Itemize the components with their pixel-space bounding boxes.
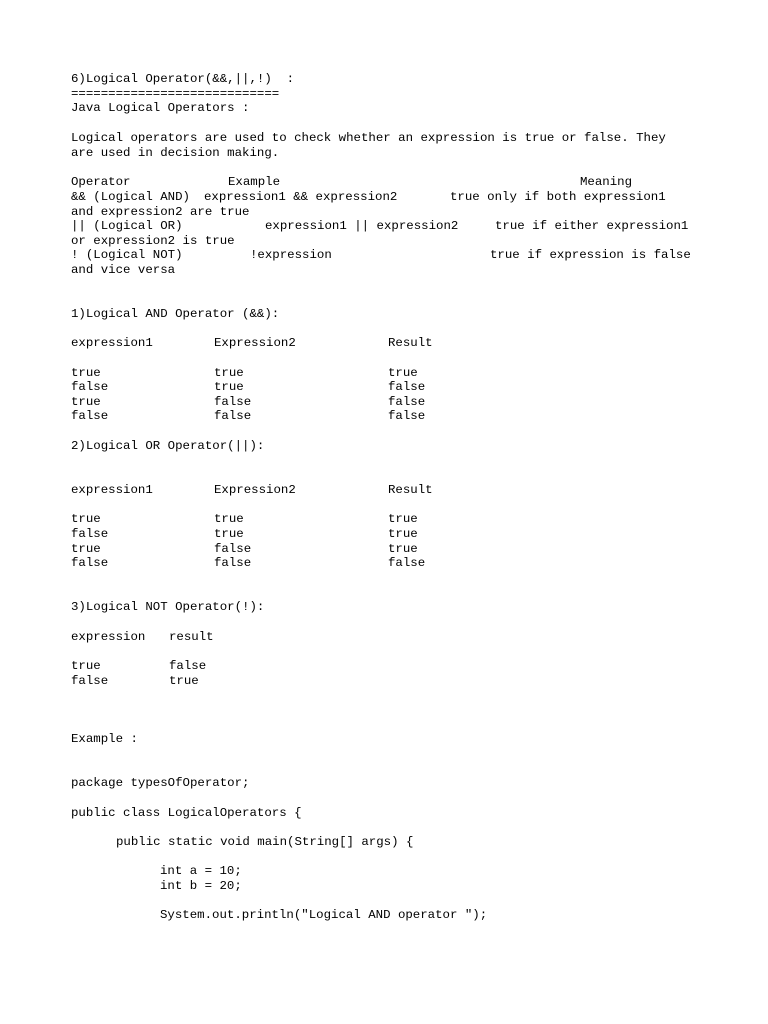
- operator-example: expression1 || expression2: [265, 219, 459, 233]
- operator-meaning-wrap: and expression2 are true: [71, 205, 250, 219]
- not-section-title: 3)Logical NOT Operator(!):: [71, 600, 265, 614]
- table-cell: false: [388, 380, 426, 394]
- table-cell: false: [71, 674, 109, 688]
- section-heading: 6)Logical Operator(&&,||,!) :: [71, 72, 295, 86]
- operator-meaning: true if either expression1: [495, 219, 689, 233]
- table-cell: false: [71, 409, 109, 423]
- code-line: package typesOfOperator;: [71, 776, 250, 790]
- table-cell: false: [169, 659, 207, 673]
- table-cell: true: [214, 512, 244, 526]
- table-cell: true: [71, 512, 101, 526]
- or-header: expression1: [71, 483, 153, 497]
- table-cell: true: [388, 366, 418, 380]
- table-cell: false: [214, 542, 252, 556]
- intro-line: Logical operators are used to check whether an expression is true or false. They: [71, 131, 666, 145]
- code-line: public class LogicalOperators {: [71, 806, 302, 820]
- table-cell: true: [71, 395, 101, 409]
- and-section-title: 1)Logical AND Operator (&&):: [71, 307, 280, 321]
- code-line: public static void main(String[] args) {: [116, 835, 414, 849]
- table-cell: true: [388, 542, 418, 556]
- table-cell: true: [388, 512, 418, 526]
- operator-name: || (Logical OR): [71, 219, 183, 233]
- table-cell: false: [214, 409, 252, 423]
- example-label: Example :: [71, 732, 138, 746]
- or-section-title: 2)Logical OR Operator(||):: [71, 439, 265, 453]
- or-header: Result: [388, 483, 433, 497]
- table-cell: true: [388, 527, 418, 541]
- subheading: Java Logical Operators :: [71, 101, 250, 115]
- operator-meaning: true if expression is false: [490, 248, 691, 262]
- table-cell: false: [71, 527, 109, 541]
- table-cell: false: [214, 395, 252, 409]
- operator-name: && (Logical AND): [71, 190, 190, 204]
- operator-meaning-wrap: or expression2 is true: [71, 234, 235, 248]
- operator-meaning-wrap: and vice versa: [71, 263, 176, 277]
- not-header: result: [169, 630, 214, 644]
- operator-meaning: true only if both expression1: [450, 190, 666, 204]
- code-line: System.out.println("Logical AND operator ");: [160, 908, 488, 922]
- table-cell: true: [71, 542, 101, 556]
- table-cell: false: [214, 556, 252, 570]
- table-cell: false: [71, 380, 109, 394]
- table-cell: true: [71, 659, 101, 673]
- not-header: expression: [71, 630, 146, 644]
- code-line: int b = 20;: [160, 879, 242, 893]
- or-header: Expression2: [214, 483, 296, 497]
- operator-name: ! (Logical NOT): [71, 248, 183, 262]
- and-header: Result: [388, 336, 433, 350]
- and-header: expression1: [71, 336, 153, 350]
- table-cell: false: [388, 395, 426, 409]
- table-cell: true: [214, 366, 244, 380]
- code-line: int a = 10;: [160, 864, 242, 878]
- table-cell: true: [214, 380, 244, 394]
- operators-header-meaning: Meaning: [580, 175, 633, 189]
- table-cell: false: [71, 556, 109, 570]
- operators-header-example: Example: [228, 175, 281, 189]
- operator-example: expression1 && expression2: [204, 190, 398, 204]
- heading-underline: ============================: [71, 87, 280, 101]
- table-cell: false: [388, 409, 426, 423]
- intro-line: are used in decision making.: [71, 146, 280, 160]
- table-cell: false: [388, 556, 426, 570]
- and-header: Expression2: [214, 336, 296, 350]
- table-cell: true: [169, 674, 199, 688]
- table-cell: true: [214, 527, 244, 541]
- operator-example: !expression: [250, 248, 332, 262]
- table-cell: true: [71, 366, 101, 380]
- operators-header-operator: Operator: [71, 175, 131, 189]
